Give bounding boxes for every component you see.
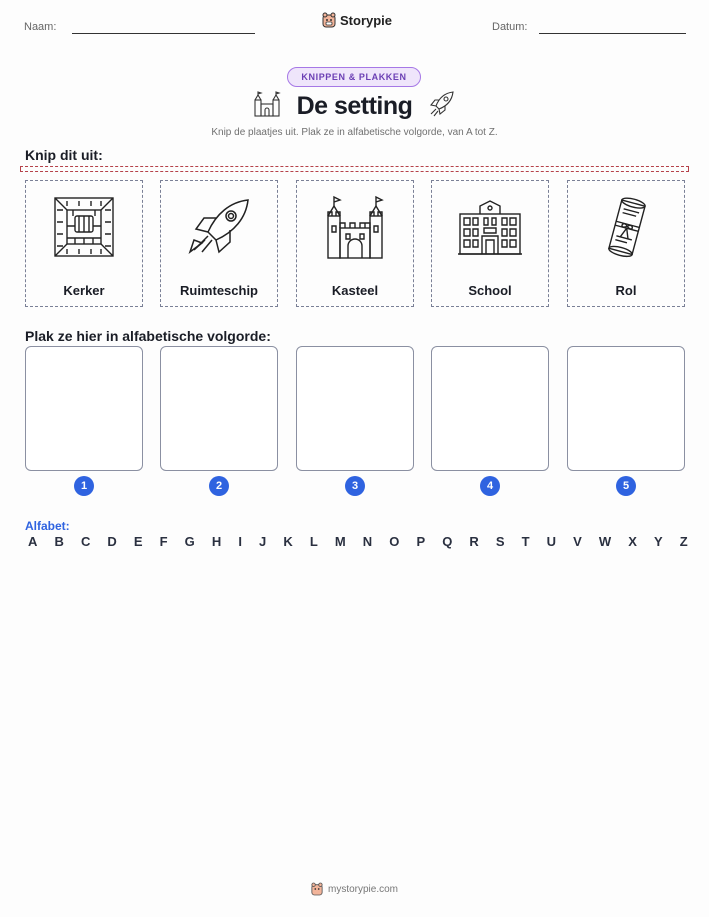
paste-box-1[interactable] [25, 346, 143, 471]
alphabet-letter: A [28, 534, 38, 549]
alphabet-letter: S [495, 534, 505, 549]
cut-card-ruimteschip[interactable] [160, 180, 278, 307]
alphabet-letter: Q [442, 534, 453, 549]
cut-line [20, 166, 689, 172]
storypie-mascot-icon [311, 882, 323, 896]
alphabet-letter: X [628, 534, 637, 549]
date-line [539, 33, 686, 34]
alphabet-letter: U [546, 534, 557, 549]
cut-card-kerker[interactable] [25, 180, 143, 307]
alphabet-letter: N [362, 534, 373, 549]
paste-box-5[interactable] [567, 346, 685, 471]
rocket-icon [184, 196, 254, 258]
alphabet-letter: H [211, 534, 222, 549]
alphabet-letter: C [80, 534, 91, 549]
alphabet-letter: F [159, 534, 168, 549]
alphabet-letter: O [389, 534, 400, 549]
castle-icon [324, 194, 386, 260]
cut-card-label: Kerker [63, 283, 105, 298]
scroll-icon [601, 194, 651, 260]
alphabet-letter: W [598, 534, 612, 549]
alphabet-letter: Y [653, 534, 663, 549]
paste-box-2[interactable] [160, 346, 278, 471]
alphabet-letter: E [133, 534, 143, 549]
cut-card-school[interactable] [431, 180, 549, 307]
alphabet-letter: I [238, 534, 242, 549]
cut-card-label: Ruimteschip [179, 283, 258, 298]
castle-icon [252, 90, 282, 118]
alphabet-letter: K [283, 534, 293, 549]
activity-badge: KNIPPEN & PLAKKEN [287, 67, 421, 87]
alphabet-letter: Z [679, 534, 688, 549]
alphabet-letter: J [259, 534, 267, 549]
alphabet-letter: M [334, 534, 346, 549]
paste-section-label: Plak ze hier in alfabetische volgorde: [25, 328, 271, 344]
instructions: Knip de plaatjes uit. Plak ze in alfabetische volgorde, van A tot Z. [211, 127, 498, 138]
number-badge-5: 5 [616, 476, 636, 496]
paste-box-3[interactable] [296, 346, 414, 471]
rocket-icon [427, 90, 457, 118]
alphabet-label: Alfabet: [25, 519, 70, 533]
alphabet-letter: V [573, 534, 582, 549]
alphabet-letter: P [416, 534, 426, 549]
page-title: De setting [296, 92, 413, 120]
title-row [0, 90, 709, 121]
alphabet-letter: L [309, 534, 318, 549]
alphabet-letter: B [54, 534, 64, 549]
number-badge-4: 4 [480, 476, 500, 496]
storypie-mascot-icon [322, 12, 336, 28]
school-icon [458, 198, 522, 256]
cut-card-kasteel[interactable] [296, 180, 414, 307]
number-badge-3: 3 [345, 476, 365, 496]
name-line [72, 33, 255, 34]
cut-card-label: Kasteel [331, 283, 379, 298]
alphabet-letter: T [521, 534, 530, 549]
brand-name: Storypie [340, 12, 393, 28]
brand-logo [322, 12, 392, 28]
dungeon-icon [53, 196, 115, 258]
date-label: Datum: [492, 21, 528, 33]
alphabet-letter: R [469, 534, 479, 549]
number-badge-1: 1 [74, 476, 94, 496]
footer-url: mystorypie.com [327, 883, 398, 895]
paste-box-4[interactable] [431, 346, 549, 471]
alphabet-letters [28, 534, 688, 549]
alphabet-letter: G [184, 534, 195, 549]
cut-card-label: School [468, 283, 512, 298]
footer [0, 882, 709, 896]
number-badge-2: 2 [209, 476, 229, 496]
name-label: Naam: [24, 21, 57, 33]
cut-section-label: Knip dit uit: [25, 147, 103, 163]
cut-card-rol[interactable] [567, 180, 685, 307]
alphabet-letter: D [107, 534, 117, 549]
cut-card-label: Rol [615, 283, 637, 298]
